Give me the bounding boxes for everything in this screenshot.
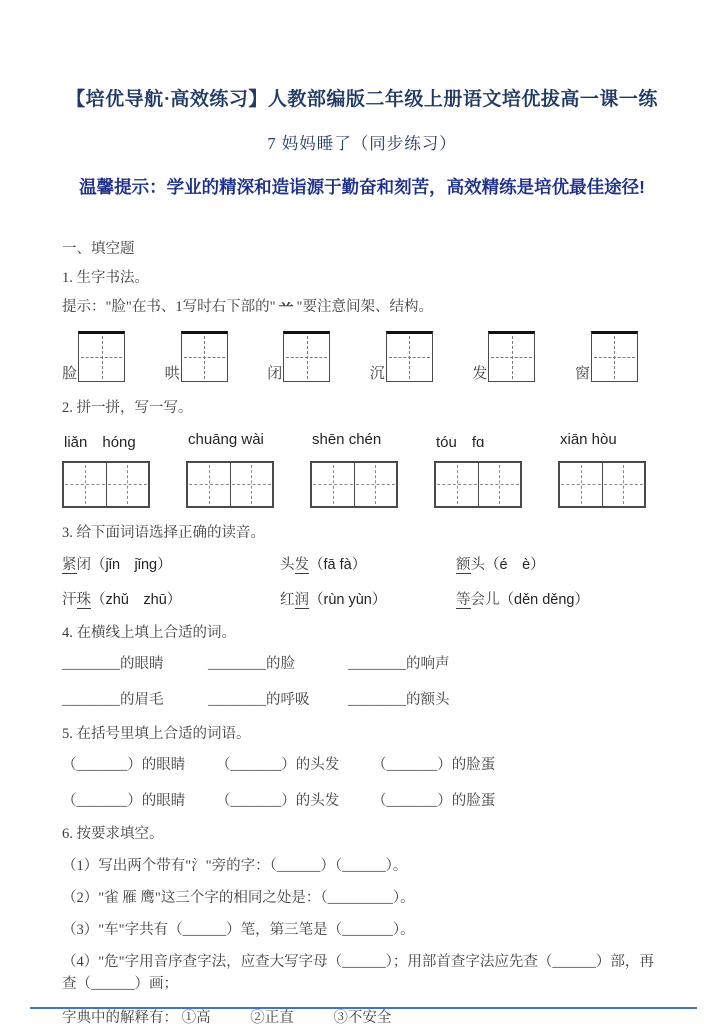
suffix-word: 的眉毛	[120, 692, 164, 708]
question-1-label: 1. 生字书法。	[62, 270, 149, 286]
suffix-word: 的眼睛	[120, 656, 164, 672]
word-pre: 头	[280, 557, 295, 573]
question-6-sub-3: （3）"车"字共有（______）笔，第三笔是（_______）。	[62, 922, 415, 938]
double-tianzige-box	[62, 461, 150, 508]
hanzi-group	[62, 331, 125, 382]
hanzi-group	[267, 331, 330, 382]
hint-radical-glyph: 䒑	[278, 299, 294, 315]
suffix-word: 的头发	[295, 757, 340, 773]
suffix-word: 的头发	[295, 793, 340, 809]
pronunciation-item	[62, 554, 280, 576]
word-underlined: 额	[456, 557, 471, 573]
double-tianzige-box	[310, 461, 398, 508]
question-6-sub-1: （1）写出两个带有"氵"旁的字：（______）（______）。	[62, 858, 408, 874]
pinyin-label: chuāng wài	[188, 431, 264, 448]
word-underlined: 润	[294, 592, 309, 608]
suffix-word: 的响声	[406, 656, 450, 672]
word-underlined: 紧	[62, 557, 77, 573]
pinyin-column	[558, 431, 646, 508]
tianzige-box	[78, 331, 125, 382]
hint-text-pre: 提示："脸"在书、1写时右下部的"	[62, 299, 276, 315]
section-heading: 一、填空题	[62, 241, 135, 257]
lesson-subtitle: 7 妈妈睡了（同步练习）	[267, 134, 457, 153]
fill-bracket-item	[62, 754, 216, 776]
blank-line: ________	[348, 656, 406, 672]
footer-divider-line	[30, 1007, 697, 1009]
bracket-blank: （_______）	[372, 793, 452, 809]
pinyin-label: xiān hòu	[560, 431, 617, 448]
word-underlined: 等	[456, 592, 471, 608]
fill-line-grid	[62, 653, 662, 711]
blank-line: ________	[208, 656, 266, 672]
pronunciation-item	[280, 554, 456, 576]
bracket-blank: （_______）	[62, 757, 142, 773]
tianzige-box	[283, 331, 330, 382]
pinyin-column	[186, 431, 274, 508]
word-underlined: 发	[294, 557, 309, 573]
hanzi-group	[165, 331, 228, 382]
worksheet-content	[0, 84, 724, 1024]
word-post: 头	[470, 557, 485, 573]
blank-line: ________	[348, 692, 406, 708]
dict-prefix: 字典中的解释有：	[62, 1010, 178, 1024]
pinyin-options: （fā fà）	[309, 557, 367, 573]
question-4-label: 4. 在横线上填上合适的词。	[62, 625, 236, 641]
dict-option-3: ③不安全	[333, 1010, 392, 1024]
bracket-blank: （_______）	[216, 757, 296, 773]
tianzige-cell	[478, 463, 521, 506]
fill-bracket-item	[372, 790, 662, 812]
fill-bracket-grid	[62, 754, 662, 812]
tianzige-cell	[64, 463, 106, 506]
pinyin-column	[434, 431, 522, 508]
hanzi-group	[472, 331, 535, 382]
tianzige-cell	[354, 463, 397, 506]
fill-bracket-item	[62, 790, 216, 812]
word-post: 闭	[76, 557, 91, 573]
fill-bracket-item	[216, 790, 372, 812]
tianzige-cell	[602, 463, 645, 506]
hanzi-group	[575, 331, 638, 382]
hanzi-label: 脸	[62, 366, 78, 382]
fill-line-item	[62, 689, 208, 711]
double-tianzige-box	[186, 461, 274, 508]
fill-bracket-item	[372, 754, 662, 776]
bracket-blank: （_______）	[216, 793, 296, 809]
pronunciation-item	[456, 554, 662, 576]
pinyin-options: （jǐn jǐng）	[91, 557, 172, 573]
pinyin-label: shēn chén	[312, 431, 382, 448]
tianzige-cell	[560, 463, 602, 506]
hanzi-label: 闭	[267, 366, 283, 382]
tianzige-cell	[106, 463, 149, 506]
pinyin-column	[310, 431, 398, 508]
hint-text-post: "要注意间架、结构。	[296, 299, 433, 315]
suffix-word: 的额头	[406, 692, 450, 708]
question-5-label: 5. 在括号里填上合适的词语。	[62, 726, 251, 742]
pinyin-options: （rùn yùn）	[309, 592, 387, 608]
hanzi-writing-row	[62, 328, 662, 382]
tianzige-cell	[312, 463, 354, 506]
pronunciation-choice-grid	[62, 554, 662, 611]
pinyin-label: liǎn hóng	[64, 434, 136, 451]
fill-line-item	[208, 653, 348, 675]
blank-line: ________	[208, 692, 266, 708]
question-3-label: 3. 给下面词语选择正确的读音。	[62, 525, 265, 541]
tianzige-box	[591, 331, 638, 382]
pinyin-options: （zhǔ zhū）	[91, 592, 182, 608]
suffix-word: 的脸蛋	[451, 793, 496, 809]
word-pre: 红	[280, 592, 295, 608]
pinyin-options: （é è）	[485, 557, 545, 573]
dict-option-1: ①高	[181, 1010, 211, 1024]
tianzige-box	[488, 331, 535, 382]
pronunciation-item	[456, 589, 662, 611]
pinyin-writing-row	[62, 431, 662, 508]
suffix-word: 的眼睛	[141, 757, 186, 773]
hanzi-group	[370, 331, 433, 382]
worksheet-title: 【培优导航·高效练习】人教部编版二年级上册语文培优拔高一课一练	[66, 89, 658, 110]
hanzi-label: 窗	[574, 366, 590, 382]
pinyin-label: tóu fɑ	[436, 434, 485, 451]
suffix-word: 的眼睛	[141, 793, 186, 809]
suffix-word: 的脸蛋	[451, 757, 496, 773]
pronunciation-item	[280, 589, 456, 611]
question-6-sub-2: （2）"雀 雁 鹰"这三个字的相同之处是：（_________）。	[62, 890, 415, 906]
warm-tip-banner: 温馨提示：学业的精深和造诣源于勤奋和刻苦，高效精练是培优最佳途径!	[79, 177, 645, 197]
fill-line-item	[348, 689, 662, 711]
tianzige-cell	[188, 463, 230, 506]
bracket-blank: （_______）	[372, 757, 452, 773]
suffix-word: 的脸	[266, 656, 295, 672]
pinyin-column	[62, 431, 150, 508]
fill-bracket-item	[216, 754, 372, 776]
tianzige-box	[181, 331, 228, 382]
pinyin-options: （děn děng）	[499, 592, 589, 608]
question-1-hint	[62, 297, 662, 318]
dict-option-2: ②正直	[250, 1010, 294, 1024]
fill-line-item	[348, 653, 662, 675]
question-2-label: 2. 拼一拼，写一写。	[62, 400, 193, 416]
tianzige-cell	[436, 463, 478, 506]
blank-line: ________	[62, 692, 120, 708]
bracket-blank: （_______）	[62, 793, 142, 809]
suffix-word: 的呼吸	[266, 692, 310, 708]
pronunciation-item	[62, 589, 280, 611]
fill-line-item	[208, 689, 348, 711]
question-6-sub-4: （4）"危"字用音序查字法，应查大写字母（______）；用部首查字法应先查（______）部，再查（______）画；	[62, 954, 654, 992]
tianzige-cell	[230, 463, 273, 506]
hanzi-label: 发	[472, 366, 488, 382]
word-underlined: 珠	[76, 592, 91, 608]
fill-line-item	[62, 653, 208, 675]
hanzi-label: 沉	[369, 366, 385, 382]
word-pre: 汗	[62, 592, 77, 608]
blank-line: ________	[62, 656, 120, 672]
double-tianzige-box	[434, 461, 522, 508]
double-tianzige-box	[558, 461, 646, 508]
question-6-label: 6. 按要求填空。	[62, 826, 164, 842]
tianzige-box	[386, 331, 433, 382]
hanzi-label: 哄	[164, 366, 180, 382]
word-post: 会儿	[470, 592, 500, 608]
